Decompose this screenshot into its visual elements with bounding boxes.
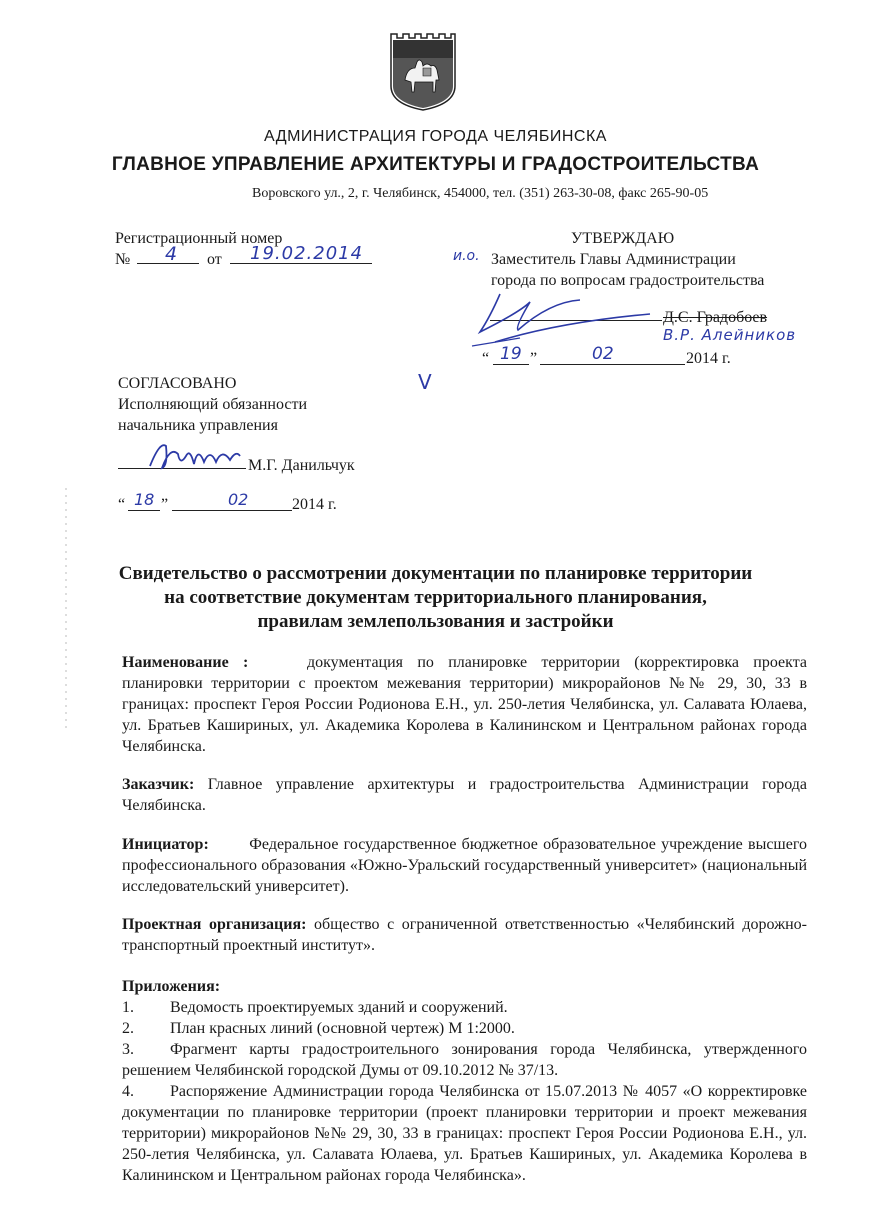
field-customer — [122, 774, 807, 816]
agreed-position-line2: начальника управления — [118, 417, 278, 434]
approve-day: 19 — [500, 344, 522, 364]
appendix-item-number: 2. — [122, 1020, 134, 1037]
agreed-day: 18 — [134, 490, 155, 509]
field-customer-value: Главное управление архитектуры и градостроительства Администрации города Челябинска. — [122, 776, 808, 814]
agreed-date-close-quote: ” — [161, 496, 169, 513]
appendix-item — [122, 1018, 807, 1039]
appendix-item-text: Ведомость проектируемых зданий и сооружений. — [170, 999, 508, 1016]
registration-number-prefix: № — [115, 251, 131, 268]
registration-date-prefix: от — [207, 251, 222, 268]
appendices-title: Приложения: — [122, 978, 221, 995]
coat-of-arms-icon — [387, 28, 459, 112]
check-mark: V — [418, 370, 432, 394]
field-design-org-label: Проектная организация: — [122, 916, 307, 933]
field-initiator-label: Инициатор: — [122, 836, 209, 853]
document-title-line3: правилам землепользования и застройки — [257, 611, 614, 632]
agreed-signature — [140, 436, 250, 476]
agreed-title: СОГЛАСОВАНО — [118, 375, 237, 392]
agreed-position-line1: Исполняющий обязанности — [118, 396, 308, 413]
field-customer-label: Заказчик: — [122, 776, 195, 793]
approve-position-line2: города по вопросам градостроительства — [491, 272, 765, 289]
approve-date-close-quote: ” — [530, 350, 538, 367]
document-title-line2: на соответствие документам территориального планирования, — [164, 587, 707, 608]
field-design-org-value: общество с ограниченной ответственностью «Челябинский дорожно-транспортный проектный институт». — [122, 916, 808, 954]
approve-year: 2014 г. — [686, 350, 731, 367]
appendix-item — [122, 1081, 807, 1186]
appendix-item — [122, 1039, 807, 1081]
agreed-month: 02 — [228, 490, 249, 509]
approve-title: УТВЕРЖДАЮ — [571, 230, 675, 247]
field-name-label: Наименование : — [122, 654, 249, 671]
appendix-item-text: План красных линий (основной чертеж) М 1:2000. — [170, 1020, 515, 1037]
department-name: ГЛАВНОЕ УПРАВЛЕНИЕ АРХИТЕКТУРЫ И ГРАДОСТРОИТЕЛЬСТВА — [111, 154, 760, 175]
approve-date-open-quote: “ — [482, 350, 490, 367]
registration-date-value: 19.02.2014 — [250, 243, 364, 264]
agreed-date-open-quote: “ — [118, 496, 126, 513]
appendix-item-text: Распоряжение Администрации города Челябинска от 15.07.2013 № 4057 «О корректировке документации по планировке территории (проект планировки территории и проект межевания территории) микрорайонов №№ 29, 30, 33 в границах: проспект Героя России Родионова Е.Н., ул. 250-летия Челябинска, ул. Салавата Юлаева, ул. Братьев Кашириных, ул. Академика Королева в Калининском и Центральном районах города Челябинска». — [122, 1083, 807, 1184]
registration-label: Регистрационный номер — [115, 230, 283, 247]
appendix-item — [122, 997, 807, 1018]
field-design-org — [122, 914, 807, 956]
appendix-item-number: 1. — [122, 999, 134, 1016]
appendix-item-text: Фрагмент карты градостроительного зонирования города Челябинска, утвержденного решением Челябинской городской Думы от 09.10.2012 № 37/13. — [122, 1041, 807, 1079]
field-initiator-value: Федеральное государственное бюджетное образовательное учреждение высшего профессионального образования «Южно-Уральский государственный университет» (национальный исследовательский университет). — [122, 836, 808, 895]
agreed-name: М.Г. Данильчук — [248, 457, 355, 474]
approve-position-line1: Заместитель Главы Администрации — [491, 251, 736, 268]
agreed-year: 2014 г. — [292, 496, 337, 513]
field-name-value: документация по планировке территории (корректировка проекта планировки территории с проектом межевания территории) микрорайонов №№ 29, 30, 33 в границах: проспект Героя России Родионова Е.Н., ул. 250-летия Челябинска, ул. Салавата Юлаева, ул. Братьев Кашириных, ул. Академика Королева в Калининском и Центральном районах города Челябинска. — [122, 654, 807, 755]
org-name: АДМИНИСТРАЦИЯ ГОРОДА ЧЕЛЯБИНСКА — [264, 128, 607, 145]
approve-name: Д.С. Градобоев — [663, 309, 768, 326]
registration-number-value: 4 — [165, 243, 178, 265]
field-initiator — [122, 834, 807, 897]
approve-io-note: и.о. — [453, 248, 480, 264]
appendix-item-number: 3. — [122, 1041, 134, 1058]
field-name — [122, 652, 807, 757]
approve-handwritten-name: В.Р. Алейников — [663, 326, 797, 344]
approve-signature — [460, 282, 660, 352]
document-title-line1: Свидетельство о рассмотрении документации по планировке территории — [118, 563, 753, 584]
department-address: Воровского ул., 2, г. Челябинск, 454000, тел. (351) 263-30-08, факс 265-90-05 — [252, 186, 709, 201]
appendix-item-number: 4. — [122, 1083, 134, 1100]
approve-month: 02 — [592, 344, 614, 364]
